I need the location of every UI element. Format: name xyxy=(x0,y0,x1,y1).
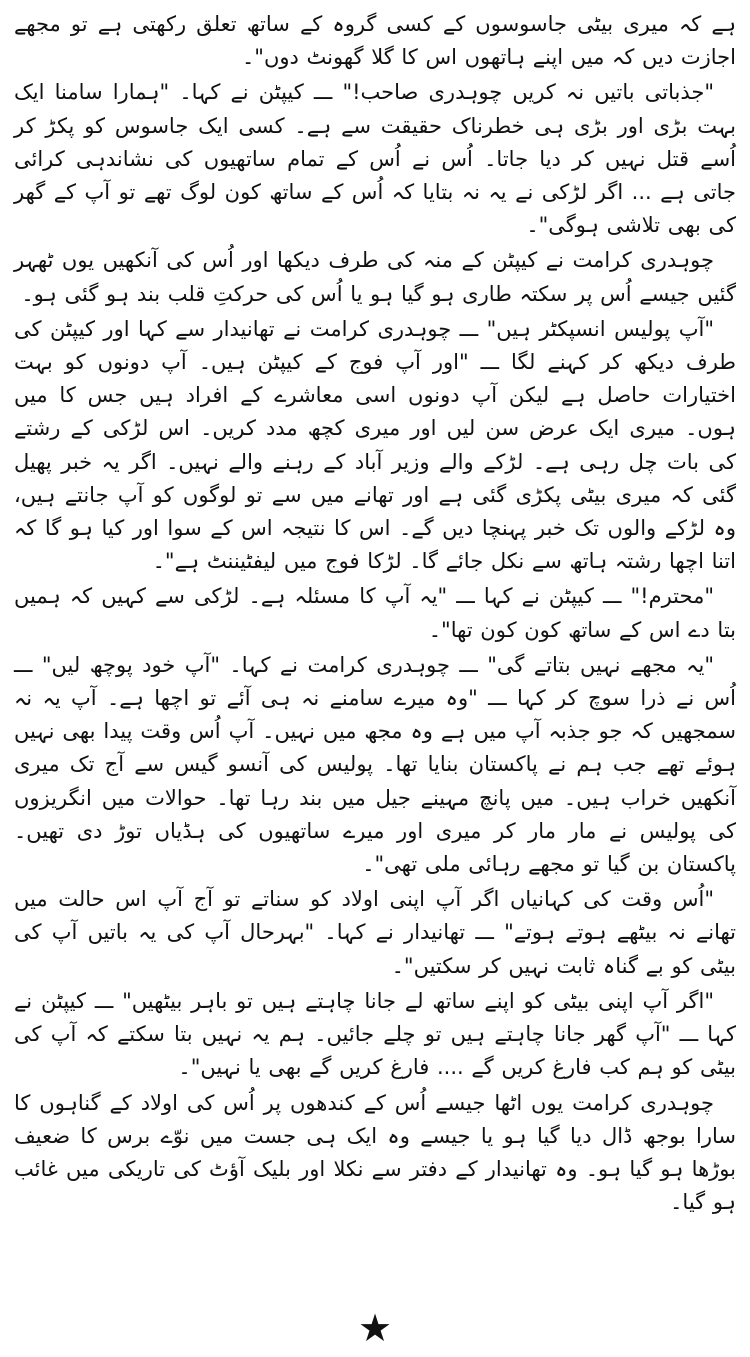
end-mark xyxy=(0,1308,750,1348)
paragraph-3: چوہدری کرامت نے کیپٹن کے منہ کی طرف دیکھا اور اُس کی آنکھیں یوں ٹھہر گئیں جیسے اُس پر سکتہ طاری ہو گیا ہو یا اُس کی حرکتِ قلب بند ہو گئی ہو۔ xyxy=(14,248,736,306)
paragraph-7: "اُس وقت کی کہانیاں اگر آپ اپنی اولاد کو سناتے تو آج آپ اس حالت میں تھانے نہ بیٹھے ہوتے ہوتے" ـــ تھانیدار نے کہا۔ "بہرحال آپ کی یہ باتیں آپ کی بیٹی کو بے گناہ ثابت نہیں کر سکتیں"۔ xyxy=(14,887,736,978)
paragraph-4: "آپ پولیس انسپکٹر ہیں" ـــ چوہدری کرامت نے تھانیدار سے کہا اور کیپٹن کی طرف دیکھ کر کہنے لگا ـــ "اور آپ فوج کے کیپٹن ہیں۔ آپ دونوں کو بہت اختیارات حاصل ہے لیکن آپ دونوں اسی معاشرے کے افراد ہیں جس کا میں ہوں۔ میری ایک عرض سن لیں اور میری کچھ مدد کریں۔ اس لڑکی کے رشتے کی بات چل رہی ہے۔ لڑکے والے وزیر آباد کے رہنے والے نہیں۔ اگر یہ خبر پھیل گئی کہ میری بیٹی پکڑی گئی ہے اور تھانے میں سے تو لوگوں کو آپ جانتے ہیں، وہ لڑکے والوں تک خبر پہنچا دیں گے۔ اس کا نتیجہ اس کے سوا اور کیا ہو گا کہ اتنا اچھا رشتہ ہاتھ سے نکل جائے گا۔ لڑکا فوج میں لیفٹیننٹ ہے"۔ xyxy=(14,316,736,574)
paragraph-6: "یہ مجھے نہیں بتاتے گی" ـــ چوہدری کرامت نے کہا۔ "آپ خود پوچھ لیں" ـــ اُس نے ذرا سوچ کر کہا ـــ "وہ میرے سامنے نہ ہی آئے تو اچھا ہے۔ آپ یہ نہ سمجھیں کہ جو جذبہ آپ میں ہے وہ مجھ میں نہیں۔ آپ اُس وقت پیدا بھی نہیں ہوئے تھے جب ہم نے پاکستان بنایا تھا۔ پولیس کی آنسو گیس سے آج تک میری آنکھیں خراب ہیں۔ میں پانچ مہینے جیل میں بند رہا تھا۔ حوالات میں انگریزوں کی پولیس نے مار مار کر میری اور میرے ساتھیوں کی ہڈیاں توڑ دی تھیں۔ پاکستان بن گیا تو مجھے رہائی ملی تھی"۔ xyxy=(14,652,736,877)
paragraph-5: "محترم!" ـــ کیپٹن نے کہا ـــ "یہ آپ کا مسئلہ ہے۔ لڑکی سے کہیں کہ ہمیں بتا دے اس کے ساتھ کون کون تھا"۔ xyxy=(14,584,736,642)
paragraph-1: ہے کہ میری بیٹی جاسوسوں کے کسی گروہ کے ساتھ تعلق رکھتی ہے تو مجھے اجازت دیں کہ میں اپنے ہاتھوں اس کا گلا گھونٹ دوں"۔ xyxy=(14,12,736,70)
paragraph-8: "اگر آپ اپنی بیٹی کو اپنے ساتھ لے جانا چاہتے ہیں تو باہر بیٹھیں" ـــ کیپٹن نے کہا ـــ "آپ گھر جانا چاہتے ہیں تو چلے جائیں۔ ہم یہ نہیں بتا سکتے کہ آپ کی بیٹی کو ہم کب فارغ کریں گے .... فارغ کریں گے بھی یا نہیں"۔ xyxy=(14,988,736,1080)
story-page xyxy=(14,8,736,1308)
paragraph-9: چوہدری کرامت یوں اٹھا جیسے اُس کے کندھوں پر اُس کی اولاد کے گناہوں کا سارا بوجھ ڈال دیا گیا ہو یا جیسے وہ ایک ہی جست میں نوّے برس کا ضعیف بوڑھا ہو گیا ہو۔ وہ تھانیدار کے دفتر سے نکلا اور بلیک آؤٹ کی تاریکی میں غائب ہو گیا۔ xyxy=(14,1090,736,1215)
paragraph-2: "جذباتی باتیں نہ کریں چوہدری صاحب!" ـــ کیپٹن نے کہا۔ "ہمارا سامنا ایک بہت بڑی اور بڑی ہی خطرناک حقیقت سے ہے۔ کسی ایک جاسوس کو پکڑ کر اُسے قتل نہیں کر دیا جاتا۔ اُس نے اُس کے تمام ساتھیوں کی نشاندہی کرائی جاتی ہے ... اگر لڑکی نے یہ نہ بتایا کہ اُس کے ساتھ کون لوگ تھے تو آپ کے گھر کی بھی تلاشی ہوگی"۔ xyxy=(14,80,736,238)
star-icon: ★ xyxy=(357,1306,393,1350)
